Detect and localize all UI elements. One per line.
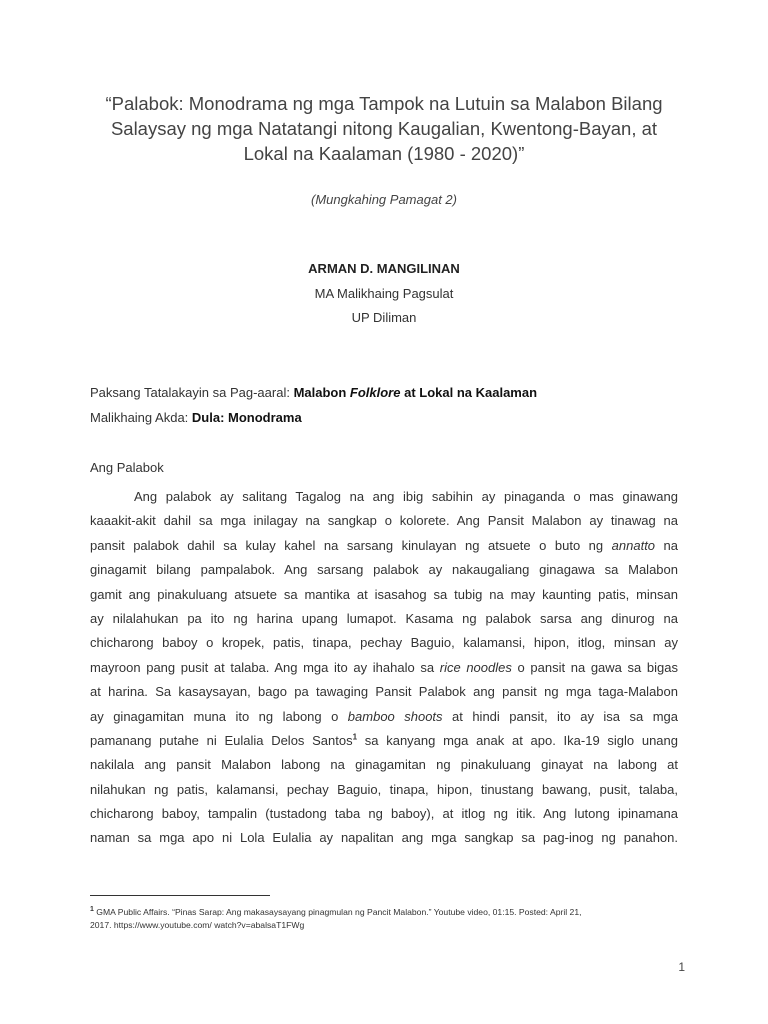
- document-title: [60, 91, 708, 166]
- paragraph-line: gamit ang pinakuluang atsuete sa mantika at isasahog sa tubig na may kaunting patis, minsan: [90, 586, 678, 602]
- paragraph-line: chicharong baboy o kropek, patis, tinapa, pechay Baguio, kalamansi, hipon, itlog, minsan ay: [90, 635, 678, 651]
- paragraph-line: naman sa mga apo ni Lola Eulalia ay napalitan ang mga sangkap sa pag-inog ng panahon.: [90, 830, 678, 846]
- paragraph-line: mayroon pang pusit at talaba. Ang mga ito ay ihahalo sa rice noodles o pansit na gawa sa bigas: [90, 659, 678, 675]
- author-name: ARMAN D. MANGILINAN: [308, 261, 460, 276]
- document-subtitle: (Mungkahing Pamagat 2): [311, 192, 457, 207]
- footnote-line: $^1$ GMA Public Affairs. “Pinas Sarap: Ang makasaysayang pinagmulan ng Pancit Malabon.” Youtube video, 01:15. Posted: April 21,: [90, 906, 582, 917]
- title-line: “Palabok: Monodrama ng mga Tampok na Lutuin sa Malabon Bilang: [105, 93, 663, 114]
- author-university: UP Diliman: [351, 310, 417, 325]
- topic-label: Paksang Tatalakayin sa Pag-aaral:: [90, 385, 294, 400]
- title-line: Salaysay ng mga Natatangi nitong Kaugalian, Kwentong-Bayan, at: [110, 118, 658, 139]
- paragraph-line: ay nilalahukan pa ito ng harina upang lumapot. Kasama ng palabok sarsa ang dinurog na: [90, 610, 678, 626]
- footnote-divider: [90, 895, 270, 896]
- paragraph-line: at harina. Sa kasaysayan, bago pa tawaging Pansit Palabok ang pansit ng mga taga-Malabon: [90, 684, 678, 700]
- page-number: 1: [678, 960, 685, 974]
- footnote-line[interactable]: 2017. https://www.youtube.com/ watch?v=abalsaT1FWg: [90, 920, 305, 930]
- title-line: Lokal na Kaalaman (1980 - 2020)”: [243, 143, 525, 164]
- footnote: [90, 906, 690, 932]
- work-value: Dula: Monodrama: [191, 410, 302, 425]
- work-label: Malikhaing Akda:: [90, 410, 192, 425]
- work-line: [90, 410, 302, 425]
- body-paragraph: [90, 485, 678, 851]
- footnote-marker: 1: [90, 906, 94, 914]
- footnote-reference[interactable]: 1: [352, 732, 358, 742]
- topic-value: Malabon Folklore at Lokal na Kaalaman: [293, 385, 538, 400]
- paragraph-line: ginagamit bilang pampalabok. Ang sarsang palabok ay nakaugaliang ginagawa sa Malabon: [90, 562, 678, 578]
- paragraph-line: ay ginagamitan muna ito ng labong o bamboo shoots at hindi pansit, ito ay isa sa mga: [90, 708, 678, 724]
- paragraph-line: pamanang putahe ni Eulalia Delos Santos$^1$ sa kanyang mga anak at apo. Ika-19 siglo unang: [90, 732, 678, 748]
- topic-line: [90, 385, 537, 400]
- paragraph-line: kaaakit-akit dahil sa mga inilagay na sangkap o kolorete. Ang Pansit Malabon ay tinawag na: [90, 513, 678, 529]
- paragraph-line: chicharong baboy, tampalin (tustadong taba ng baboy), at itlog ng itik. Ang lutong ipinamana: [90, 806, 678, 822]
- paragraph-line: nakilala ang pansit Malabon labong na ginagamitan ng pinakuluang ginayat na labong at: [90, 757, 678, 773]
- section-heading: Ang Palabok: [90, 460, 164, 475]
- paragraph-line: pansit palabok dahil sa kulay kahel na sarsang kinulayan ng atsuete o buto ng annatto na: [90, 537, 678, 553]
- paragraph-line: Ang palabok ay salitang Tagalog na ang ibig sabihin ay pinaganda o mas ginawang: [134, 489, 678, 504]
- paragraph-line: nilahukan ng patis, kalamansi, pechay Baguio, tinapa, hipon, tinustang bawang, pusit, talaba,: [90, 781, 678, 797]
- author-program: MA Malikhaing Pagsulat: [314, 286, 454, 301]
